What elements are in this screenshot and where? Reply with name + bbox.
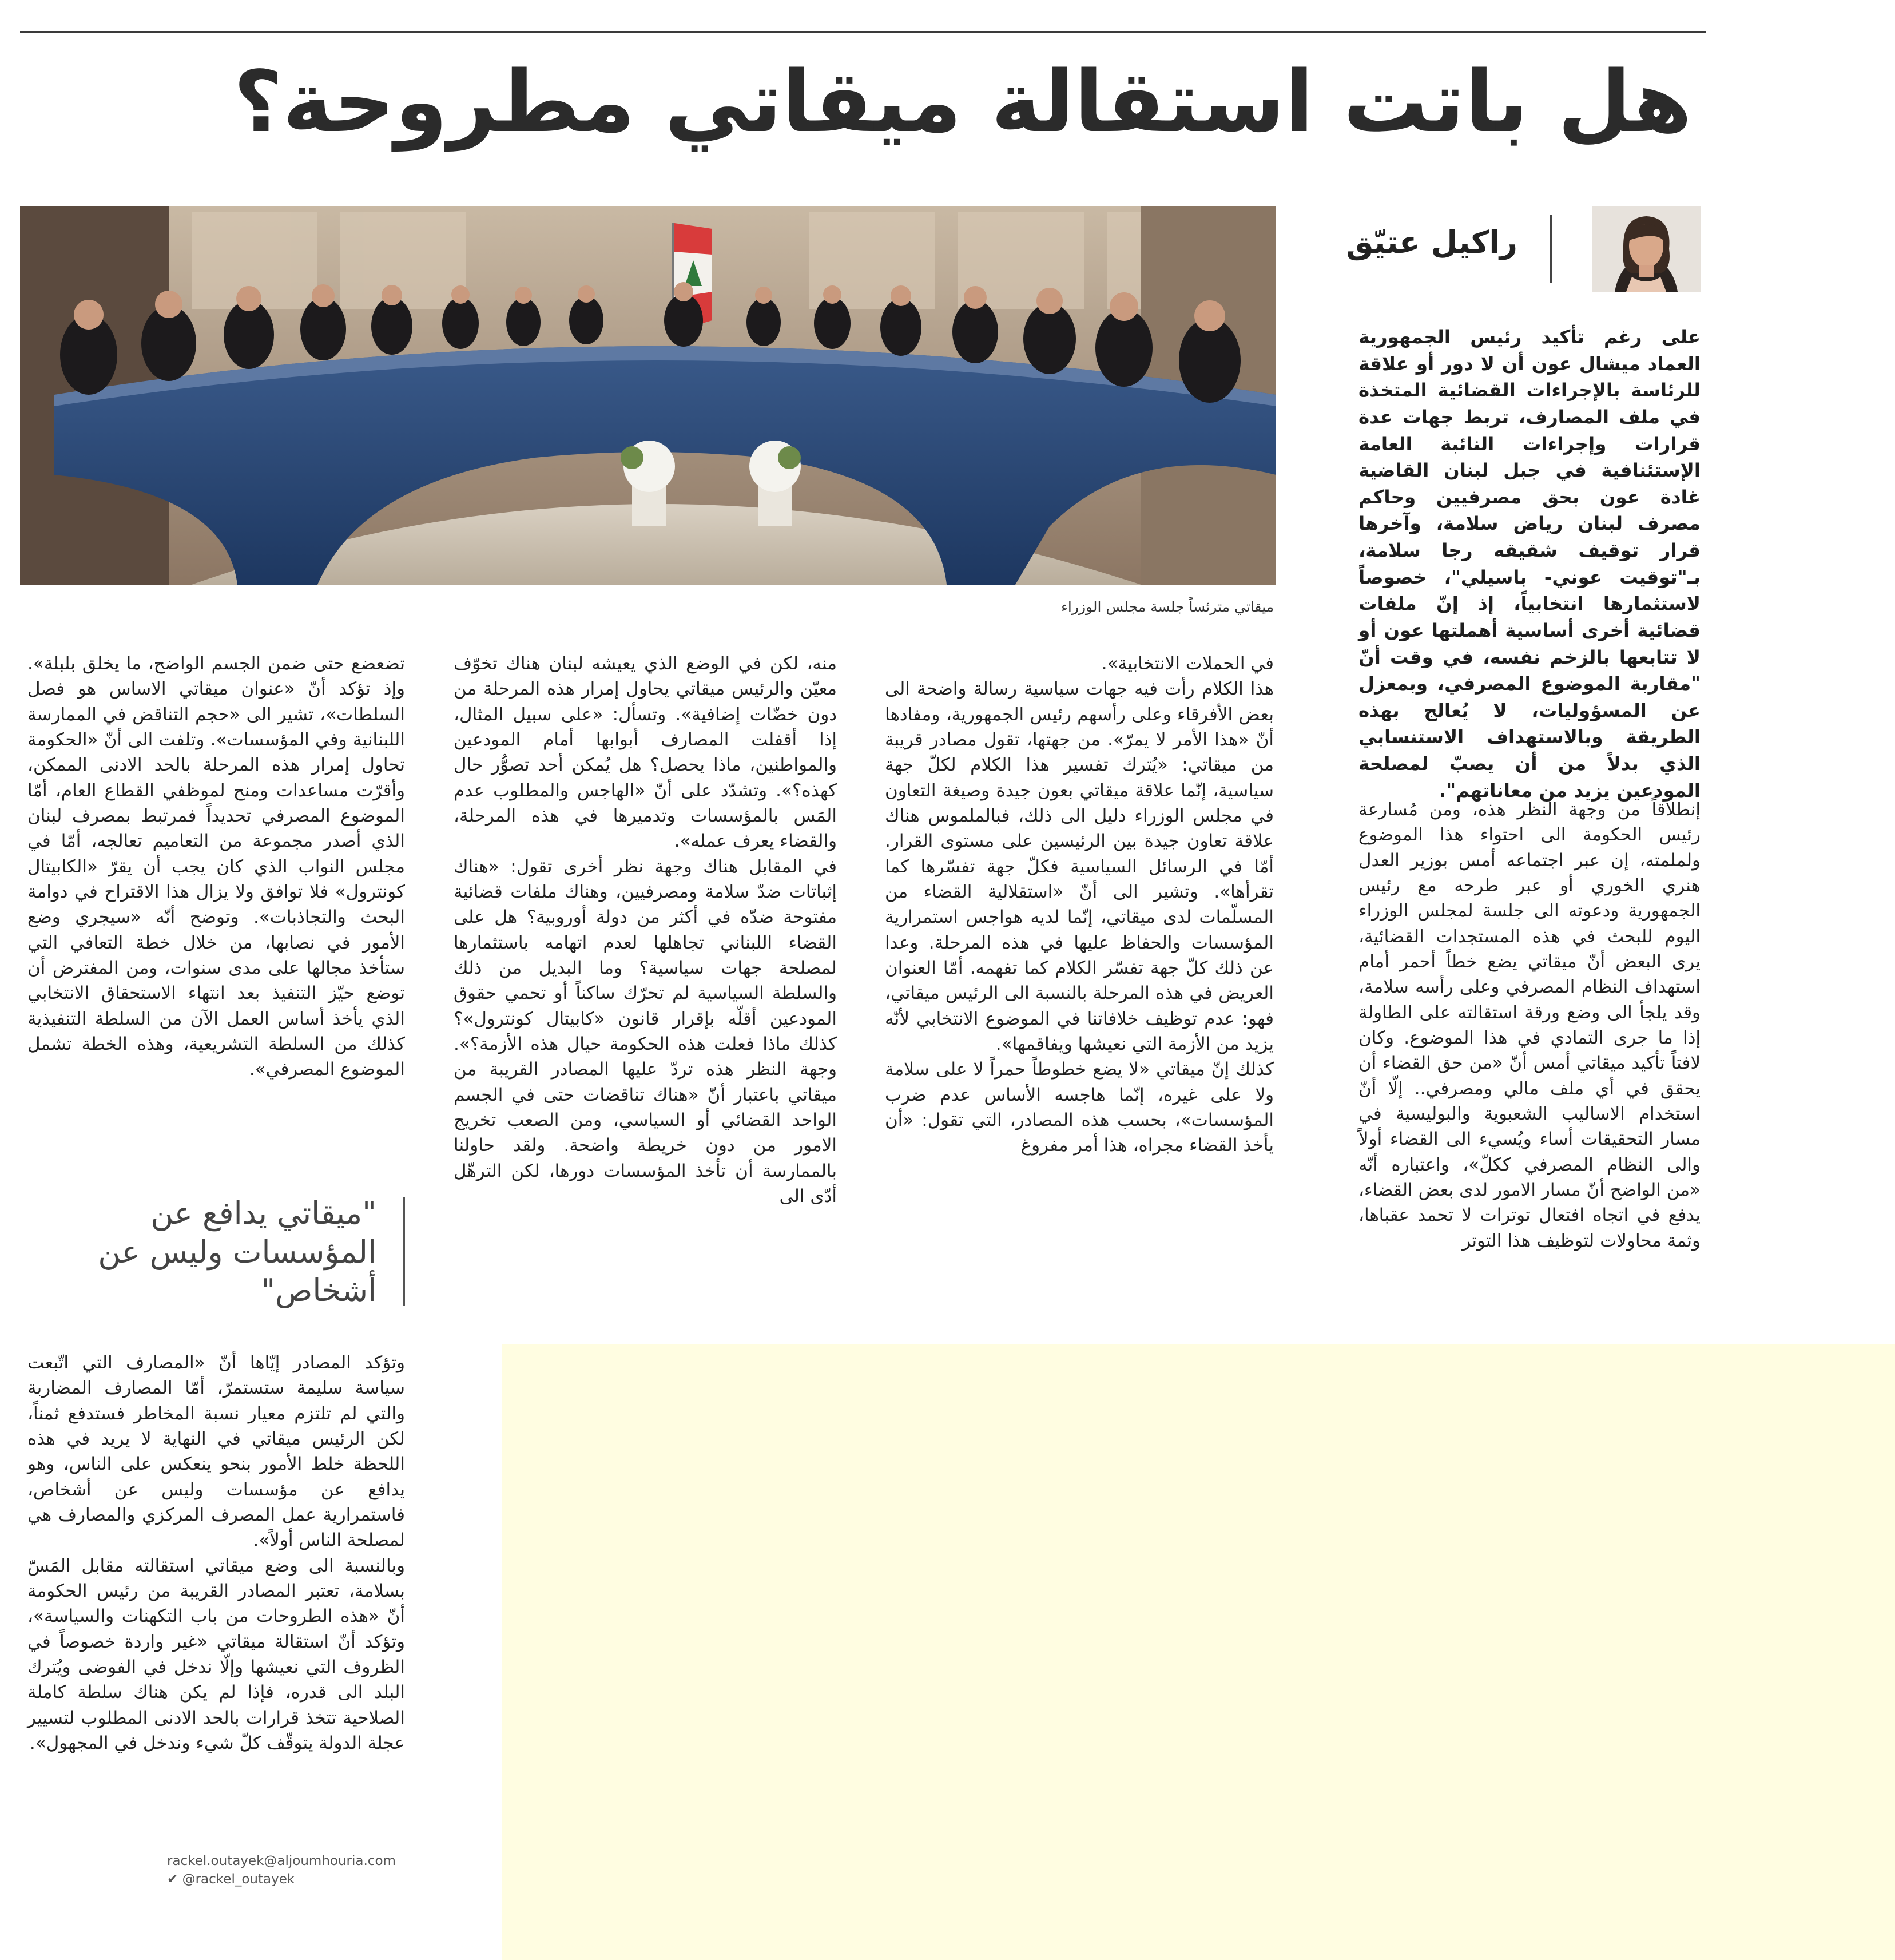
cabinet-meeting-photo: [20, 206, 1276, 585]
paragraph: في المقابل هناك وجهة نظر أخرى تقول: «هناك إثباتات ضدّ سلامة ومصرفيين، وهناك ملفات قضائية مفتوحة ضدّه في أكثر من دولة أوروبية؟ هل على القضاء اللبناني تجاهلها لعدم اتهامه باستثمارها لمصلحة جهات سياسية؟ وما البديل من ذلك والسلطة السياسية لم تحرّك ساكناً أو تحمي حقوق المودعين أقلّه بإقرار قانون «كابيتال كونترول»؟ كذلك ماذا فعلت هذه الحكومة حيال هذه الأزمة؟». وجهة النظر هذه تردّ عليها المصادر القريبة من ميقاتي باعتبار أنّ «هناك تناقضات حتى في الجسم الواحد القضائي أو السياسي، ومن الصعب تخريج الامور من دون خريطة واضحة. ولقد حاولنا بالممارسة أن تأخذ المؤسسات دورها، لكن الترهّل أدّى الى: [454, 856, 837, 1207]
article-column-5: [27, 1350, 405, 1756]
advertisement-area: [502, 1344, 1895, 1960]
paragraph: منه، لكن في الوضع الذي يعيشه لبنان هناك تخوّف معيّن والرئيس ميقاتي يحاول إمرار هذه المرحلة من دون خضّات إضافية». وتسأل: «على سبيل المثال، إذا أقفلت المصارف أبوابها أمام المودعين والمواطنين، ماذا يحصل؟ هل يُمكن أحد تصوُّر حال كهذه؟». وتشدّد على أنّ «الهاجس والمطلوب عدم المَس بالمؤسسات وتدميرها في هذه المرحلة، والقضاء يعرف عمله».: [454, 653, 837, 852]
article-column-4: [27, 651, 405, 1082]
author-name: راكيل عتيّق: [1346, 224, 1517, 260]
paragraph: وبالنسبة الى وضع ميقاتي استقالته مقابل المَسّ بسلامة، تعتبر المصادر القريبة من رئيس الحكومة أنّ «هذه الطروحات من باب التكهنات والسياسة»، وتؤكد أنّ استقالة ميقاتي «غير واردة خصوصاً في الظروف التي نعيشها وإلّا ندخل في الفوضى ويُترك البلد الى قدره، فإذا لم يكن هناك سلطة كاملة الصلاحية تتخذ قرارات بالحد الادنى المطلوب لتسيير عجلة الدولة يتوقّف كلّ شيء وندخل في المجهول».: [27, 1555, 405, 1753]
pull-quote-text: "ميقاتي يدافع عن المؤسسات وليس عن أشخاص": [98, 1195, 376, 1308]
paragraph: وتؤكد المصادر إيّاها أنّ «المصارف التي اتّبعت سياسة سليمة ستستمرّ، أمّا المصارف المضاربة والتي لم تلتزم معيار نسبة المخاطر فستدفع ثمناً، لكن الرئيس ميقاتي في النهاية لا يريد في هذه اللحظة خلط الأمور بنحو ينعكس على الناس، وهو يدافع عن مؤسسات وليس عن أشخاص، فاستمرارية عمل المصرف المركزي والمصارف هي لمصلحة الناس أولاً».: [27, 1352, 405, 1551]
author-separator: [1550, 215, 1552, 283]
paragraph: هذا الكلام رأت فيه جهات سياسية رسالة واضحة الى بعض الأفرقاء وعلى رأسهم رئيس الجمهورية، ومفادها أنّ «هذا الأمر لا يمرّ». من جهتها، تقول مصادر قريبة من ميقاتي: «يُترك تفسير هذا الكلام لكلّ جهة سياسية، إنّما علاقة ميقاتي بعون جيدة وصيغة التعاون في مجلس الوزراء دليل الى ذلك، فبالملموس هناك علاقة تعاون جيدة بين الرئيسين على مستوى القرار. أمّا في الرسائل السياسية فكلّ جهة تفسّرها كما تقرأها». وتشير الى أنّ «استقلالية القضاء من المسلّمات لدى ميقاتي، إنّما لديه هواجس استمرارية المؤسسات والحفاظ عليها في هذه المرحلة. وعدا عن ذلك كلّ جهة تفسّر الكلام كما تفهمه. أمّا العنوان العريض في هذه المرحلة بالنسبة الى الرئيس ميقاتي، فهو: عدم توظيف خلافاتنا في الموضوع الانتخابي لأنّه يزيد من الأزمة التي نعيشها ويفاقمها».: [885, 679, 1274, 1054]
article-column-1: [1358, 797, 1701, 1253]
headline: هل باتت استقالة ميقاتي مطروحة؟: [233, 53, 1692, 151]
twitter-handle: @rackel_outayek: [182, 1872, 295, 1887]
photo-caption: ميقاتي مترئساً جلسة مجلس الوزراء: [1061, 598, 1274, 615]
paragraph: كذلك إنّ ميقاتي «لا يضع خطوطاً حمراً لا على سلامة ولا على غيره، إنّما هاجسه الأساس عدم ضرب المؤسسات»، بحسب هذه المصادر، التي تقول: «أن يأخذ القضاء مجراه، هذا أمر مفروغ: [885, 1059, 1274, 1156]
author-email[interactable]: rackel.outayek@aljoumhouria.com: [167, 1854, 396, 1868]
article-column-2: [885, 651, 1274, 1158]
author-twitter[interactable]: [167, 1872, 295, 1887]
top-rule: [20, 31, 1706, 33]
author-avatar: [1592, 206, 1701, 292]
paragraph: تضعضع حتى ضمن الجسم الواضح، ما يخلق بلبلة». وإذ تؤكد أنّ «عنوان ميقاتي الاساس هو فصل السلطات»، تشير الى «حجم التناقض في الممارسة اللبنانية وفي المؤسسات». وتلفت الى أنّ «الحكومة تحاول إمرار هذه المرحلة بالحد الادنى الممكن، وأقرّت مساعدات ومنح لموظفي القطاع العام، أمّا الموضوع المصرفي تحديداً فمرتبط بمصرف لبنان الذي أصدر مجموعة من التعاميم تعالجه، أمّا في مجلس النواب الذي كان يجب أن يقرّ «الكابيتال كونترول» فلا توافق ولا يزال هذا الاقتراح في دوامة البحث والتجاذبات». وتوضح أنّه «سيجري وضع الأمور في نصابها، من خلال خطة التعافي التي ستأخذ مجالها على مدى سنوات، ومن المفترض أن توضع حيّز التنفيذ بعد انتهاء الاستحقاق الانتخابي الذي يأخذ أساس العمل الآن من السلطة التنفيذية كذلك من السلطة التشريعية، وهذه الخطة تشمل الموضوع المصرفي».: [27, 653, 405, 1080]
twitter-icon: ✔: [167, 1872, 178, 1887]
pull-quote-bar: [403, 1197, 405, 1306]
article-column-3: [454, 651, 837, 1209]
paragraph: في الحملات الانتخابية».: [1101, 653, 1274, 674]
pull-quote: [27, 1197, 405, 1312]
paragraph: إنطلاقاً من وجهة النظر هذه، ومن مُسارعة رئيس الحكومة الى احتواء هذا الموضوع ولملمته، إن عبر اجتماعه أمس بوزير العدل هنري الخوري أو عبر طرحه مع رئيس الجمهورية ودعوته الى جلسة لمجلس الوزراء اليوم للبحث في هذه المستجدات القضائية، يرى البعض أنّ ميقاتي يضع خطاً أحمر أمام استهداف النظام المصرفي وعلى رأسه سلامة، وقد يلجأ الى وضع ورقة استقالته على الطاولة إذا ما جرى التمادي في هذا الموضوع. وكان لافتاً تأكيد ميقاتي أمس أنّ «من حق القضاء أن يحقق في أي ملف مالي ومصرفي.. إلّا أنّ استخدام الاساليب الشعبوية والبوليسية في مسار التحقيقات أساء ويُسيء الى القضاء أولاً والى النظام المصرفي ككلّ»، واعتباره أنّه «من الواضح أنّ مسار الامور لدى بعض القضاء، يدفع في اتجاه افتعال توترات لا تحمد عقباها، وثمة محاولات لتوظيف هذا التوتر: [1358, 799, 1701, 1251]
lead-paragraph: على رغم تأكيد رئيس الجمهورية العماد ميشال عون أن لا دور أو علاقة للرئاسة بالإجراءات القضائية المتخذة في ملف المصارف، تربط جهات عدة قرارات وإجراءات النائبة العامة الإستئنافية في جبل لبنان القاضية غادة عون بحق مصرفيين وحاكم مصرف لبنان رياض سلامة، وآخرها قرار توقيف شقيقه رجا سلامة، بـ"توقيت عوني- باسيلي"، خصوصاً لاستثمارها انتخابياً، إذ إنّ ملفات قضائية أخرى أساسية أهملتها عون أو لا تتابعها بالزخم نفسه، في وقت أنّ "مقاربة الموضوع المصرفي، وبمعزل عن المسؤوليات، لا يُعالج بهذه الطريقة وبالاستهداف الاستنسابي الذي بدلاً من أن يصبّ لمصلحة المودعين يزيد من معاناتهم".: [1358, 326, 1701, 802]
